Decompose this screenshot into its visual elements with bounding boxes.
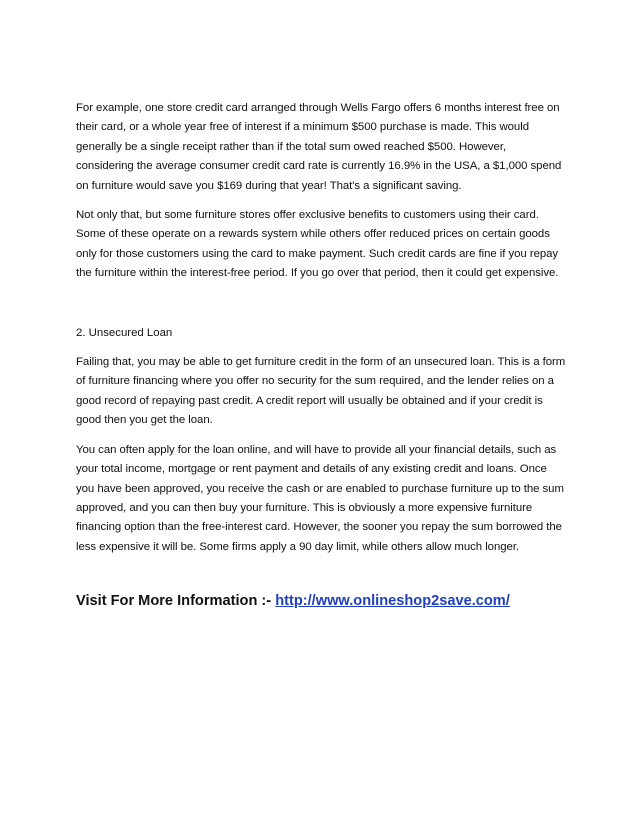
paragraph-unsecured-loan: Failing that, you may be able to get furniture credit in the form of an unsecured loan. This is a form of furniture financing where you offer no security for the sum required, and the lender relies on a good record of repaying past credit. A credit report will usually be obtained and if your credit is good then you get the loan. [76,356,566,427]
section-spacer [76,294,566,324]
paragraph-apply-online: You can often apply for the loan online, and will have to provide all your financial details, such as your total income, mortgage or rent payment and details of any existing credit and loans. Once you have been approved, you receive the cash or are enabled to purchase furniture up to the sum approved, and you can then buy your furniture. This is obviously a more expensive furniture financing option than the free-interest card. However, the sooner you repay the sum borrowed the less expensive it will be. Some firms apply a 90 day limit, while others allow much longer. [76,443,564,553]
footer-information [76,591,566,611]
document-content [76,99,566,611]
footer-link[interactable]: http://www.onlineshop2save.com/ [275,593,510,610]
footer-spacer [76,567,566,591]
footer-label: Visit For More Information :- [76,593,272,610]
paragraph-store-benefits: Not only that, but some furniture stores offer exclusive benefits to customers using their card. Some of these operate on a rewards system while others offer reduced prices on certain goods only for those customers using the card to make payment. Such credit cards are fine if you repay the furniture within the interest-free period. If you go over that period, then it could get expensive. [76,209,559,280]
paragraph-store-credit-card: For example, one store credit card arranged through Wells Fargo offers 6 months interest free on their card, or a whole year free of interest if a minimum $500 purchase is made. This would generally be a single receipt rather than if the total sum owed reached $500. However, considering the average consumer credit card rate is currently 16.9% in the USA, a $1,000 spend on furniture would save you $169 during that year! That's a significant saving. [76,102,562,192]
section-heading-unsecured-loan: 2. Unsecured Loan [76,326,173,339]
